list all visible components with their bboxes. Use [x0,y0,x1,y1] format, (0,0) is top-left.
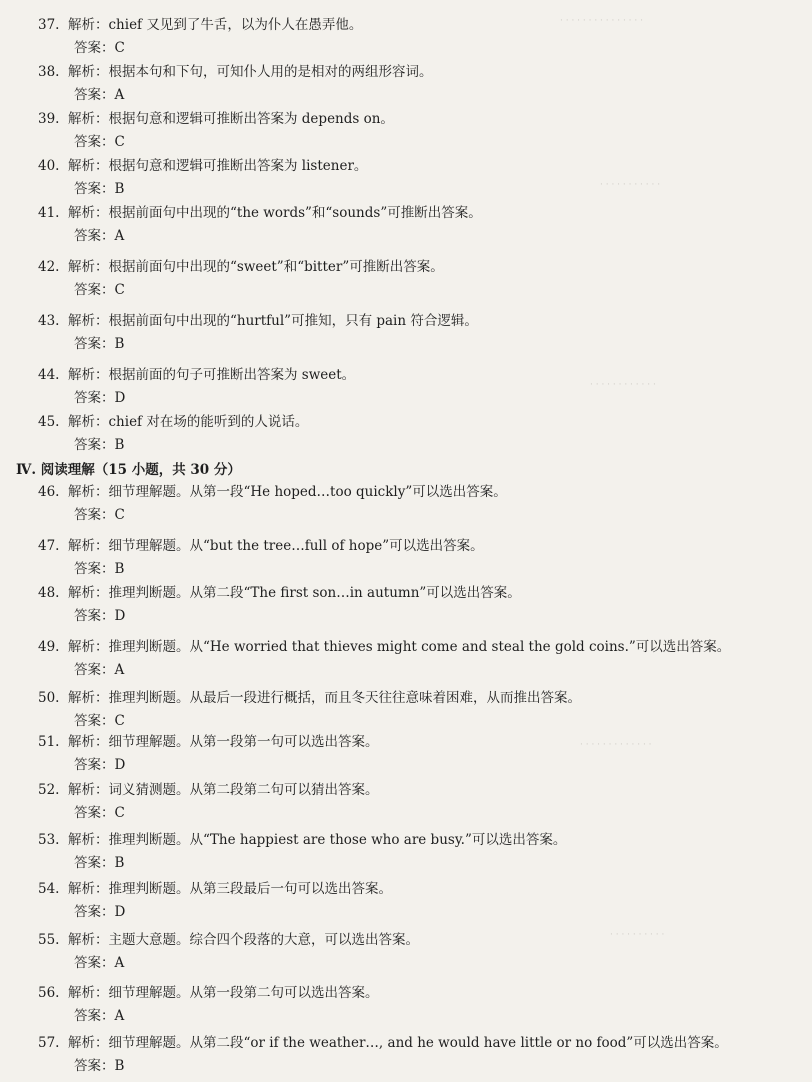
document-page: · · · · · · · · · · · · · · · · · · · · · · · · · · · · · · · · · · · · · · · · · · · · · · · · · · · · · · · · · · · · · Ⅳ. 阅读理解（15 小题，共 30 分） 37. 解析：chief 又见到了牛舌，以为仆人在愚弄他。 答案：C 38. 解析：根据本句和下句，可知仆人用的是相对的两组形容词。 答案：A 39. 解析：根据句意和逻辑可推断出答案为 depends on。 答案：C 40. 解析：根据句意和逻辑可推断出答案为 listener。 答案：B 41. 解析：根据前面句中出现的“the words”和“sounds”可推断出答案。 答案：A 42. 解析：根据前面句中出现的“sweet”和“bitter”可推断出答案。 答案：C 43. 解析：根据前面句中出现的“hurtful”可推知，只有 pain 符合逻辑。 答案：B 44. 解析：根据前面的句子可推断出答案为 sweet。 答案：D 45. 解析：chief 对在场的能听到的人说话。 答案：B 46. 解析：细节理解题。从第一段“He hoped…too quickly”可以选出答案。 答案：C 47. 解析：细节理解题。从“but the tree…full of hope”可以选出答案。 答案：B 48. 解析：推理判断题。从第二段“The first son…in autumn”可以选出答案。 答案：D 49. 解析：推理判断题。从“He worried that thieves might come and steal the gold coins.”可以选出答案。 答案：A 50. 解析：推理判断题。从最后一段进行概括，而且冬天往往意味着困难，从而推出答案。 答案：C 51. 解析：细节理解题。从第一段第一句可以选出答案。 答案：D 52. 解析：词义猜测题。从第二段第二句可以猜出答案。 答案：C 53. 解析：推理判断题。从“The happiest are those who are busy.”可以选出答案。 答案：B 54. 解析：推理判断题。从第三段最后一句可以选出答案。 答案：D 55. 解析：主题大意题。综合四个段落的大意，可以选出答案。 答案：A 56. 解析：细节理解题。从第一段第二句可以选出答案。 答案：A 57. 解析：细节理解题。从第二段“or if the weather…, and he would have little or no food”可以选出答案。 答案：B [16,16,731,1074]
question-number: 38. [38,64,60,80]
explanation-text: 解析：根据前面句中出现的“hurtful”可推知，只有 pain 符合逻辑。 [68,313,478,329]
question-number: 43. [38,313,60,329]
explanation-text: 解析：推理判断题。从第二段“The first son…in autumn”可以选出答案。 [68,585,521,601]
explanation-text: 解析：细节理解题。从第一段第一句可以选出答案。 [68,734,379,750]
answer-text: 答案：D [74,904,126,920]
explanation-text: 解析：主题大意题。综合四个段落的大意，可以选出答案。 [68,932,419,948]
explanation-text: 解析：推理判断题。从最后一段进行概括，而且冬天往往意味着困难，从而推出答案。 [68,690,581,706]
explanation-text: 解析：chief 又见到了牛舌，以为仆人在愚弄他。 [68,17,363,33]
question-number: 53. [38,832,60,848]
answer-text: 答案：A [74,955,125,971]
question-number: 48. [38,585,60,601]
answer-text: 答案：B [74,561,125,577]
question-number: 49. [38,639,60,655]
explanation-text: 解析：根据前面句中出现的“the words”和“sounds”可推断出答案。 [68,205,482,221]
answer-text: 答案：C [74,134,125,150]
explanation-text: 解析：细节理解题。从第二段“or if the weather…, and he would have little or no food”可以选出答案。 [68,1035,728,1051]
explanation-text: 解析：细节理解题。从“but the tree…full of hope”可以选出答案。 [68,538,484,554]
question-number: 57. [38,1035,60,1051]
question-number: 52. [38,782,60,798]
explanation-text: 解析：根据前面句中出现的“sweet”和“bitter”可推断出答案。 [68,259,444,275]
question-number: 54. [38,881,60,897]
answer-text: 答案：C [74,282,125,298]
question-number: 45. [38,414,60,430]
question-number: 56. [38,985,60,1001]
answer-text: 答案：B [74,437,125,453]
answer-text: 答案：C [74,713,125,729]
answer-text: 答案：D [74,390,126,406]
question-number: 44. [38,367,60,383]
question-number: 42. [38,259,60,275]
answer-text: 答案：A [74,1008,125,1024]
answer-text: 答案：A [74,87,125,103]
answer-text: 答案：B [74,1058,125,1074]
question-number: 41. [38,205,60,221]
answer-text: 答案：B [74,336,125,352]
answer-text: 答案：A [74,228,125,244]
question-number: 55. [38,932,60,948]
answer-text: 答案：C [74,507,125,523]
question-number: 40. [38,158,60,174]
question-number: 47. [38,538,60,554]
explanation-text: 解析：推理判断题。从“The happiest are those who are busy.”可以选出答案。 [68,832,567,848]
answer-text: 答案：D [74,757,126,773]
answer-text: 答案：B [74,181,125,197]
answer-text: 答案：C [74,805,125,821]
answer-text: 答案：D [74,608,126,624]
explanation-text: 解析：根据句意和逻辑可推断出答案为 listener。 [68,158,368,174]
question-number: 37. [38,17,60,33]
answer-text: 答案：A [74,662,125,678]
question-number: 46. [38,484,60,500]
answer-text: 答案：B [74,855,125,871]
explanation-text: 解析：根据句意和逻辑可推断出答案为 depends on。 [68,111,394,127]
explanation-text: 解析：推理判断题。从第三段最后一句可以选出答案。 [68,881,392,897]
question-number: 51. [38,734,60,750]
explanation-text: 解析：词义猜测题。从第二段第二句可以猜出答案。 [68,782,379,798]
explanation-text: 解析：推理判断题。从“He worried that thieves might come and steal the gold coins.”可以选出答案。 [68,639,731,655]
explanation-text: 解析：细节理解题。从第一段第二句可以选出答案。 [68,985,379,1001]
explanation-text: 解析：chief 对在场的能听到的人说话。 [68,414,309,430]
explanation-text: 解析：细节理解题。从第一段“He hoped…too quickly”可以选出答案。 [68,484,507,500]
question-number: 50. [38,690,60,706]
explanation-text: 解析：根据本句和下句，可知仆人用的是相对的两组形容词。 [68,64,433,80]
answer-text: 答案：C [74,40,125,56]
explanation-text: 解析：根据前面的句子可推断出答案为 sweet。 [68,367,356,383]
question-number: 39. [38,111,60,127]
section-heading: Ⅳ. 阅读理解（15 小题，共 30 分） [16,462,241,478]
